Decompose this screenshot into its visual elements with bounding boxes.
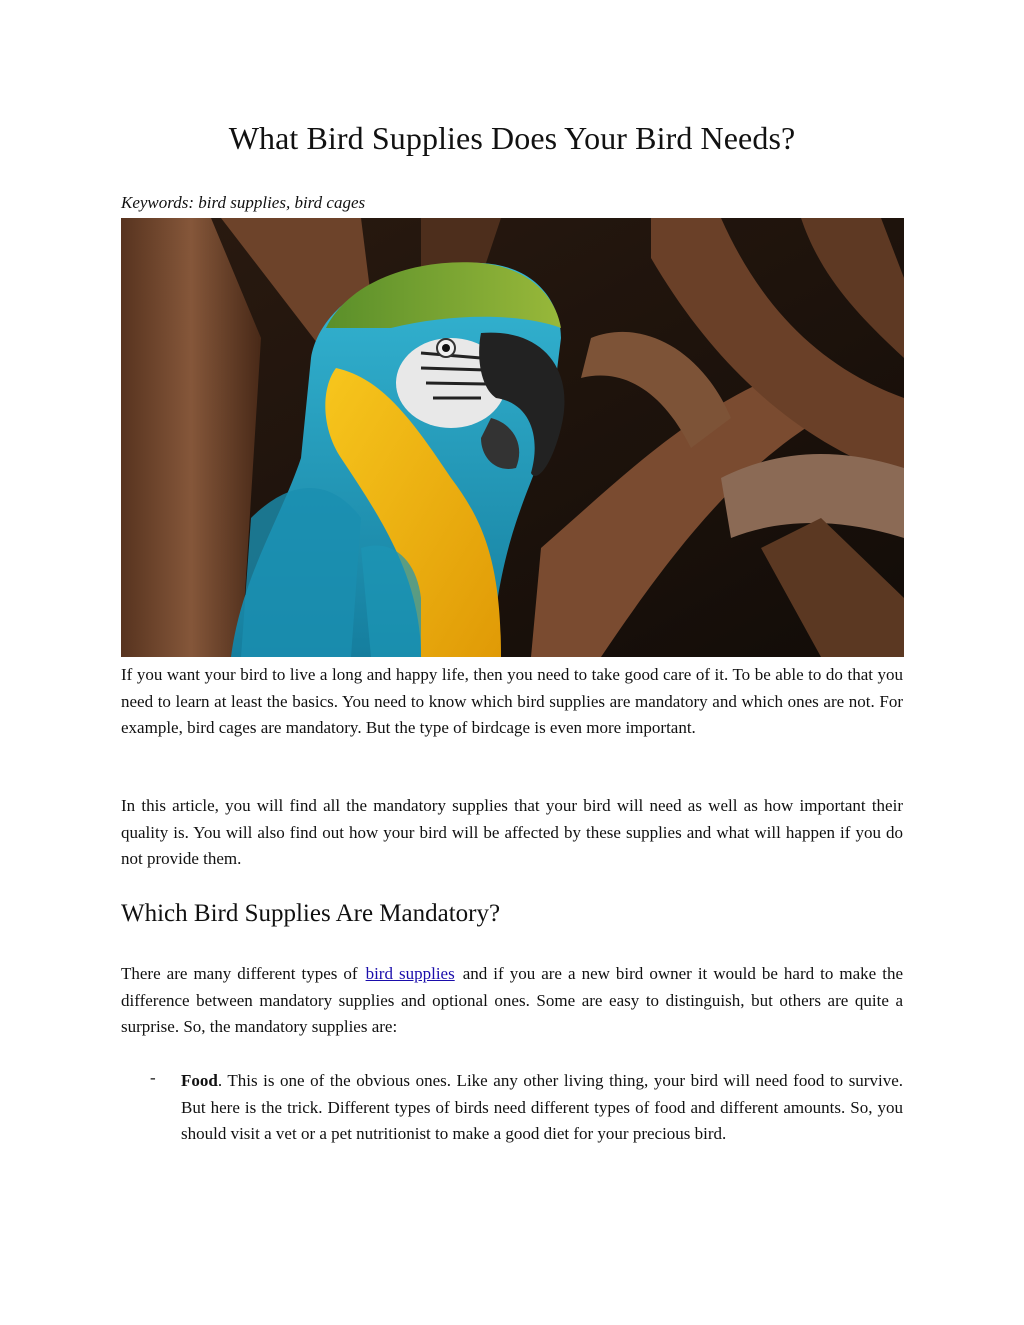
list-item-text: . This is one of the obvious ones. Like any other living thing, your bird will need food to survive. But here is the trick. Different types of birds need different types of food and different amounts. So, you should visit a vet or a pet nutritionist to make a good diet for your precious bird. bbox=[181, 1071, 903, 1143]
section-intro-after: and if you are a new bird owner it would be hard to make the difference between mandatory supplies and optional ones. Some are easy to distinguish, but others are quite a surprise. So, the mandatory supplies are: bbox=[121, 964, 904, 1036]
section-intro-paragraph bbox=[121, 961, 903, 1041]
section-intro-before: There are many different types of bbox=[121, 964, 358, 983]
list-item bbox=[181, 1068, 903, 1148]
page-title: What Bird Supplies Does Your Bird Needs? bbox=[228, 120, 796, 156]
bird-supplies-link[interactable]: bird supplies bbox=[365, 964, 455, 983]
section-heading: Which Bird Supplies Are Mandatory? bbox=[121, 900, 501, 927]
article-overview-paragraph: In this article, you will find all the mandatory supplies that your bird will need as well as how important their quality is. You will also find out how your bird will be affected by these supplies and what will happen if you do not provide them. bbox=[121, 796, 903, 868]
keywords-line: Keywords: bird supplies, bird cages bbox=[121, 193, 366, 212]
intro-paragraph: If you want your bird to live a long and happy life, then you need to take good care of it. To be able to do that you need to learn at least the basics. You need to know which bird supplies are mandatory and which ones are not. For example, bird cages are mandatory. But the type of birdcage is even more important. bbox=[121, 665, 903, 737]
parrot-photo bbox=[121, 218, 904, 657]
list-item-term: Food bbox=[181, 1071, 218, 1090]
list-item-marker: - bbox=[150, 1068, 156, 1087]
